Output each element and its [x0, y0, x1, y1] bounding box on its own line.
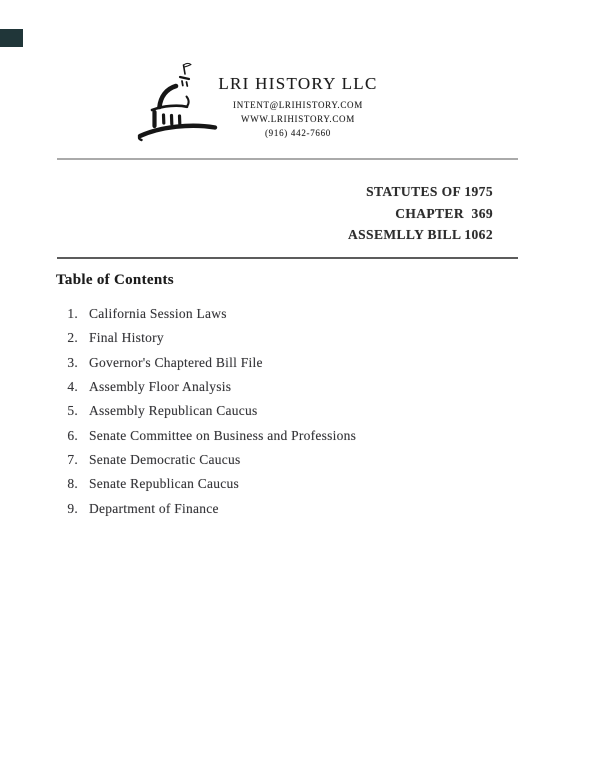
toc-item	[57, 501, 537, 525]
toc-item-number: 8.	[67, 476, 78, 492]
company-website: WWW.LRIHISTORY.COM	[241, 114, 355, 124]
toc-item-label: Governor's Chaptered Bill File	[89, 354, 263, 370]
toc-item	[57, 452, 537, 476]
scan-edge-artifact	[0, 29, 23, 47]
toc-item-label: California Session Laws	[89, 306, 227, 321]
letterhead	[206, 73, 390, 140]
company-email: INTENT@LRIHISTORY.COM	[233, 100, 363, 110]
toc-item-label: Final History	[89, 330, 164, 346]
toc-item-number: 4.	[67, 379, 78, 395]
reference-divider	[57, 257, 518, 259]
chapter-line: CHAPTER 369	[395, 205, 493, 221]
toc-item	[57, 330, 537, 354]
toc-item-label: Assembly Floor Analysis	[89, 379, 232, 395]
toc-item	[57, 355, 537, 379]
toc-item-label: Department of Finance	[89, 500, 219, 516]
toc-item	[57, 379, 537, 403]
toc-item-label: Senate Committee on Business and Professions	[89, 427, 357, 443]
toc-list	[57, 306, 537, 525]
toc-item-number: 9.	[67, 500, 78, 516]
toc-item-label: Senate Republican Caucus	[89, 476, 239, 492]
toc-item-label: Assembly Republican Caucus	[89, 403, 258, 419]
company-phone: (916) 442-7660	[264, 128, 332, 138]
toc-item	[57, 476, 537, 500]
toc-item-number: 3.	[67, 354, 78, 370]
toc-item-number: 7.	[67, 452, 78, 468]
toc-item	[57, 403, 537, 427]
assembly-bill-line: ASSEMLLY BILL 1062	[347, 227, 493, 242]
toc-title: Table of Contents	[56, 272, 174, 288]
bill-reference-block	[348, 181, 493, 246]
header-divider	[57, 158, 518, 160]
toc-item-number: 6.	[67, 427, 78, 443]
toc-item-label: Senate Democratic Caucus	[89, 452, 241, 468]
toc-item-number: 5.	[67, 403, 78, 419]
company-name: LRI HISTORY LLC	[218, 74, 378, 93]
toc-item-number: 1.	[67, 306, 78, 321]
toc-item-number: 2.	[67, 330, 78, 346]
toc-item	[57, 428, 537, 452]
statutes-year-line: STATUTES OF 1975	[366, 184, 493, 199]
toc-item	[57, 306, 537, 330]
